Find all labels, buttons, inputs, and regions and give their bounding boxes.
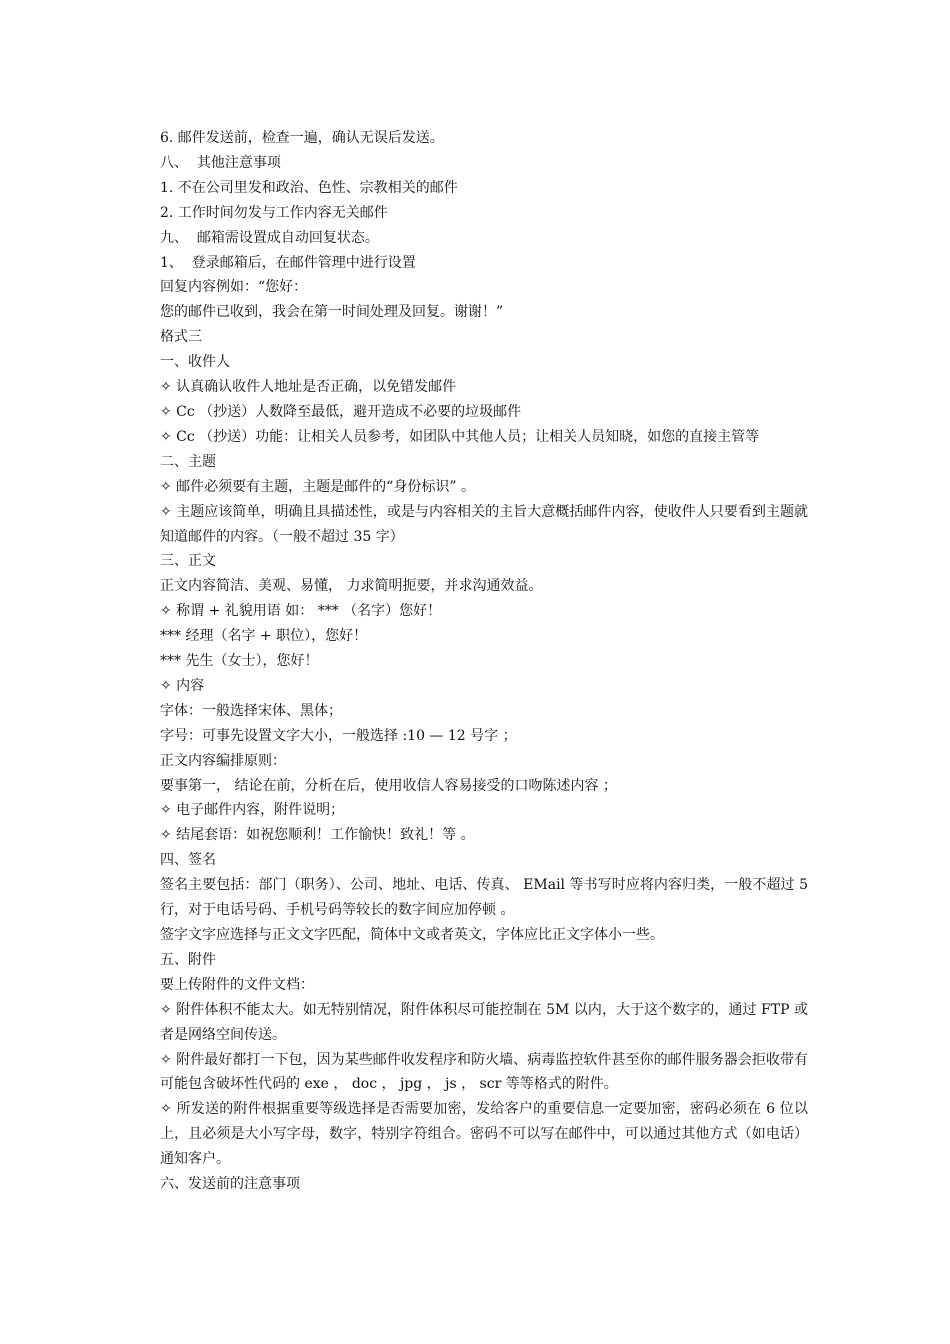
section-heading-body: 三、正文 [160,553,216,570]
format-heading: 格式三 [160,329,202,346]
text-line-26: 要事第一， 结论在前，分析在后，使用收信人容易接受的口吻陈述内容 ； [160,777,617,794]
text-line-7: 回复内容例如：“您好： [160,279,308,296]
bullet-item: ✧ 结尾套语：如祝您顺利！工作愉快！致礼！等 。 [160,827,475,844]
text-line-6: 1、 登录邮箱后，在邮件管理中进行设置 [160,254,416,271]
bullet-item: ✧ 邮件必须要有主题，主题是邮件的“身份标识” 。 [160,478,475,495]
text-line-18: 正文内容简洁、美观、易懂， 力求简明扼要，并求沟通效益。 [160,578,543,595]
bullet-item: ✧ 电子邮件内容，附件说明； [160,802,345,819]
section-heading-before-sending: 六、发送前的注意事项 [160,1176,300,1193]
bullet-item: ✧ 附件体积不能太大。如无特别情况，附件体积尽可能控制在 5M 以内，大于这个数字的，通过 FTP 或者是网络空间传送。 [160,1001,808,1043]
section-heading-8: 八、 其他注意事项 [160,154,281,171]
document-body [144,126,813,1197]
text-line-24: 字号：可事先设置文字大小，一般选择 :10 — 12 号字 ； [160,727,517,744]
text-line-20: *** 经理（名字 + 职位），您好！ [160,628,368,645]
section-heading-subject: 二、主题 [160,453,216,470]
section-heading-attachment: 五、附件 [160,951,216,968]
text-line-33: 要上传附件的文件文档： [160,976,314,993]
text-line-21: *** 先生（女士），您好！ [160,653,319,670]
bullet-item: ✧ 称谓 + 礼貌用语 如： *** （名字）您好！ [160,603,442,620]
bullet-item: ✧ 认真确认收件人地址是否正确，以免错发邮件 [160,379,457,396]
bullet-item: ✧ 主题应该简单，明确且具描述性，或是与内容相关的主旨大意概括邮件内容，使收件人只要看到主题就知道邮件的内容。（一般不超过 35 字） [160,503,808,545]
section-heading-9: 九、 邮箱需设置成自动回复状态。 [160,229,379,246]
text-line-30: 签名主要包括：部门（职务）、公司、地址、电话、传真、 EMail 等书写时应将内容归类，一般不超过 5 行，对于电话号码、手机号码等较长的数字间应加停顿 。 [160,877,813,919]
bullet-item: ✧ 附件最好都打一下包，因为某些邮件收发程序和防火墙、病毒监控软件甚至你的邮件服务器会拒收带有可能包含破坏性代码的 exe ， doc ， jpg ， js ， scr 等等格式的附件。 [160,1051,808,1093]
text-line-1: 6. 邮件发送前，检查一遍，确认无误后发送。 [160,130,444,146]
text-line-3: 1. 不在公司里发和政治、色性、宗教相关的邮件 [160,179,458,196]
text-line-23: 字体：一般选择宋体、黑体； [160,702,342,719]
text-line-25: 正文内容编排原则： [160,752,286,769]
bullet-item: ✧ 内容 [160,677,205,694]
text-line-8: 您的邮件已收到，我会在第一时间处理及回复。谢谢！” [160,304,504,321]
text-line-4: 2. 工作时间勿发与工作内容无关邮件 [160,204,388,221]
text-line-31: 签字文字应选择与正文文字匹配，简体中文或者英文，字体应比正文字体小一些。 [160,927,664,943]
section-heading-signature: 四、签名 [160,852,216,869]
bullet-item: ✧ 所发送的附件根据重要等级选择是否需要加密，发给客户的重要信息一定要加密，密码必须在 6 位以上，且必须是大小写字母，数字，特别字符组合。密码不可以写在邮件中，可以通过其他方式（如电话）通知客户。 [160,1101,808,1168]
bullet-item: ✧ Cc （抄送）人数降至最低，避开造成不必要的垃圾邮件 [160,403,522,420]
section-heading-recipient: 一、收件人 [160,354,230,371]
bullet-item: ✧ Cc （抄送）功能：让相关人员参考，如团队中其他人员；让相关人员知晓，如您的直接主管等 [160,428,760,445]
